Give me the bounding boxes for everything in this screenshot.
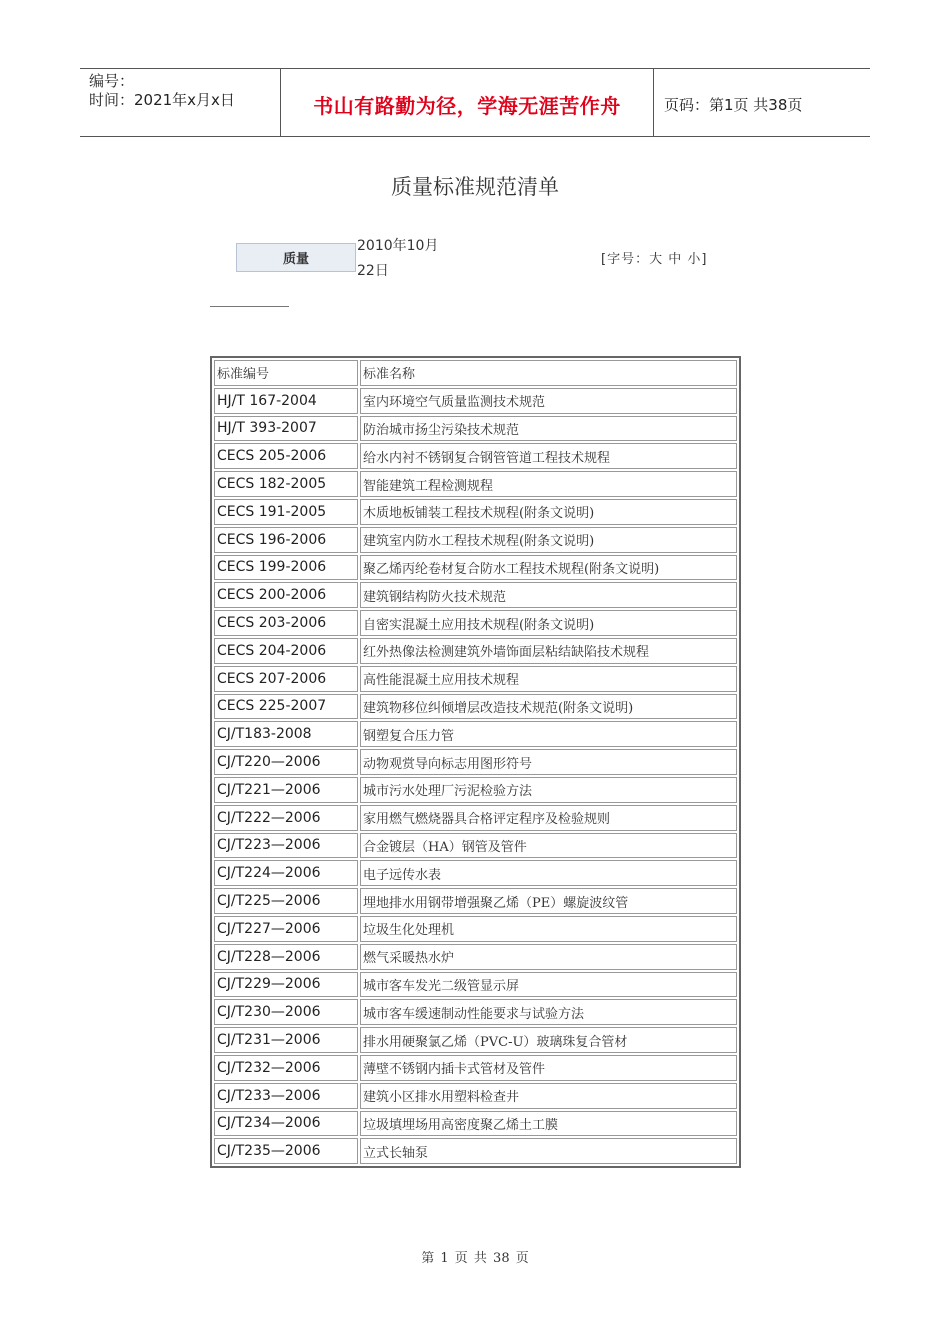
table-row [214,972,737,998]
font-size-prefix: [字号： [601,252,650,267]
table-row [214,888,737,914]
standard-code-cell: CECS 203-2006 [214,610,358,636]
column-header-code: 标准编号 [214,360,358,386]
standard-name-cell: 立式长轴泵 [360,1138,737,1164]
table-row [214,944,737,970]
standard-name-cell: 红外热像法检测建筑外墙饰面层粘结缺陷技术规程 [360,638,737,664]
table-row [214,694,737,720]
standard-name-cell: 自密实混凝土应用技术规程(附条文说明) [360,610,737,636]
standard-code-cell: CJ/T233—2006 [214,1083,358,1109]
table-row [214,999,737,1025]
standard-name-cell: 垃圾填埋场用高密度聚乙烯土工膜 [360,1111,737,1137]
standard-name-cell: 动物观赏导向标志用图形符号 [360,749,737,775]
font-size-large-link[interactable]: 大 [649,252,664,267]
standard-name-cell: 建筑钢结构防火技术规范 [360,582,737,608]
standard-name-cell: 排水用硬聚氯乙烯（PVC-U）玻璃珠复合管材 [360,1027,737,1053]
table-row [214,555,737,581]
table-row [214,471,737,497]
standard-name-cell: 电子远传水表 [360,860,737,886]
table-header-row [214,360,737,386]
page-info-text: 页码：第1页 共38页 [664,96,803,114]
table-row [214,916,737,942]
table-row [214,833,737,859]
standard-code-cell: CJ/T222—2006 [214,805,358,831]
standard-code-cell: CJ/T220—2006 [214,749,358,775]
standard-code-cell: CJ/T229—2006 [214,972,358,998]
font-size-selector [601,248,707,267]
table-row [214,443,737,469]
table-row [214,1055,737,1081]
date-line-1: 2010年10月 [357,238,439,254]
table-row [214,860,737,886]
standard-code-cell: CJ/T224—2006 [214,860,358,886]
header-meta [80,69,281,136]
standard-name-cell: 钢塑复合压力管 [360,721,737,747]
standard-name-cell: 防治城市扬尘污染技术规范 [360,416,737,442]
standard-name-cell: 木质地板铺装工程技术规程(附条文说明) [360,499,737,525]
table-row [214,582,737,608]
standard-code-cell: CJ/T221—2006 [214,777,358,803]
standard-code-cell: CECS 182-2005 [214,471,358,497]
standard-code-cell: CECS 191-2005 [214,499,358,525]
document-title: 质量标准规范清单 [391,175,559,199]
table-row [214,666,737,692]
standard-name-cell: 城市客车缓速制动性能要求与试验方法 [360,999,737,1025]
standard-name-cell: 室内环境空气质量监测技术规范 [360,388,737,414]
standard-name-cell: 合金镀层（HA）钢管及管件 [360,833,737,859]
page-footer: 第 1 页 共 38 页 [421,1251,529,1266]
time-label: 时间：2021年x月x日 [89,91,235,109]
standard-code-cell: CECS 200-2006 [214,582,358,608]
standard-code-cell: HJ/T 393-2007 [214,416,358,442]
standard-name-cell: 家用燃气燃烧器具合格评定程序及检验规则 [360,805,737,831]
standard-name-cell: 高性能混凝土应用技术规程 [360,666,737,692]
standard-code-cell: CJ/T234—2006 [214,1111,358,1137]
standard-code-cell: CECS 225-2007 [214,694,358,720]
table-row [214,805,737,831]
date-line-2: 22日 [357,263,389,279]
standard-code-cell: CJ/T227—2006 [214,916,358,942]
standard-code-cell: CJ/T225—2006 [214,888,358,914]
standard-code-cell: CECS 199-2006 [214,555,358,581]
standard-code-cell: CJ/T231—2006 [214,1027,358,1053]
publish-date [357,234,457,284]
table-row [214,1111,737,1137]
table-row [214,1083,737,1109]
standards-table-body [214,360,737,1164]
standard-name-cell: 薄壁不锈钢内插卡式管材及管件 [360,1055,737,1081]
table-row [214,388,737,414]
table-row [214,527,737,553]
page-header [80,68,870,137]
standard-name-cell: 建筑室内防水工程技术规程(附条文说明) [360,527,737,553]
standard-code-cell: CJ/T223—2006 [214,833,358,859]
standard-code-cell: CECS 204-2006 [214,638,358,664]
header-motto-cell [281,69,654,136]
table-row [214,721,737,747]
category-label: 质量 [282,252,309,267]
standard-code-cell: CJ/T228—2006 [214,944,358,970]
table-row [214,499,737,525]
standard-name-cell: 垃圾生化处理机 [360,916,737,942]
standard-name-cell: 建筑小区排水用塑料检查井 [360,1083,737,1109]
number-label: 编号： [89,72,135,90]
standard-name-cell: 城市污水处理厂污泥检验方法 [360,777,737,803]
font-size-suffix: ] [701,252,708,267]
table-row [214,1027,737,1053]
divider [210,306,289,307]
standard-code-cell: CECS 207-2006 [214,666,358,692]
motto-text: 书山有路勤为径，学海无涯苦作舟 [313,94,621,118]
standards-table [210,356,741,1168]
table-row [214,1138,737,1164]
table-row [214,749,737,775]
standard-name-cell: 智能建筑工程检测规程 [360,471,737,497]
standard-code-cell: CJ/T183-2008 [214,721,358,747]
standard-code-cell: CJ/T235—2006 [214,1138,358,1164]
standard-code-cell: CJ/T230—2006 [214,999,358,1025]
standard-name-cell: 燃气采暖热水炉 [360,944,737,970]
font-size-small-link[interactable]: 小 [687,252,702,267]
column-header-name: 标准名称 [360,360,737,386]
header-page-info [654,69,870,136]
table-row [214,777,737,803]
table-row [214,638,737,664]
standard-name-cell: 建筑物移位纠倾增层改造技术规范(附条文说明) [360,694,737,720]
standard-code-cell: HJ/T 167-2004 [214,388,358,414]
standard-code-cell: CJ/T232—2006 [214,1055,358,1081]
standard-name-cell: 埋地排水用钢带增强聚乙烯（PE）螺旋波纹管 [360,888,737,914]
standard-code-cell: CECS 205-2006 [214,443,358,469]
font-size-medium-link[interactable]: 中 [668,252,683,267]
standard-name-cell: 聚乙烯丙纶卷材复合防水工程技术规程(附条文说明) [360,555,737,581]
category-tag[interactable] [236,243,356,272]
standard-code-cell: CECS 196-2006 [214,527,358,553]
standard-name-cell: 给水内衬不锈钢复合钢管管道工程技术规程 [360,443,737,469]
table-row [214,610,737,636]
standard-name-cell: 城市客车发光二级管显示屏 [360,972,737,998]
table-row [214,416,737,442]
